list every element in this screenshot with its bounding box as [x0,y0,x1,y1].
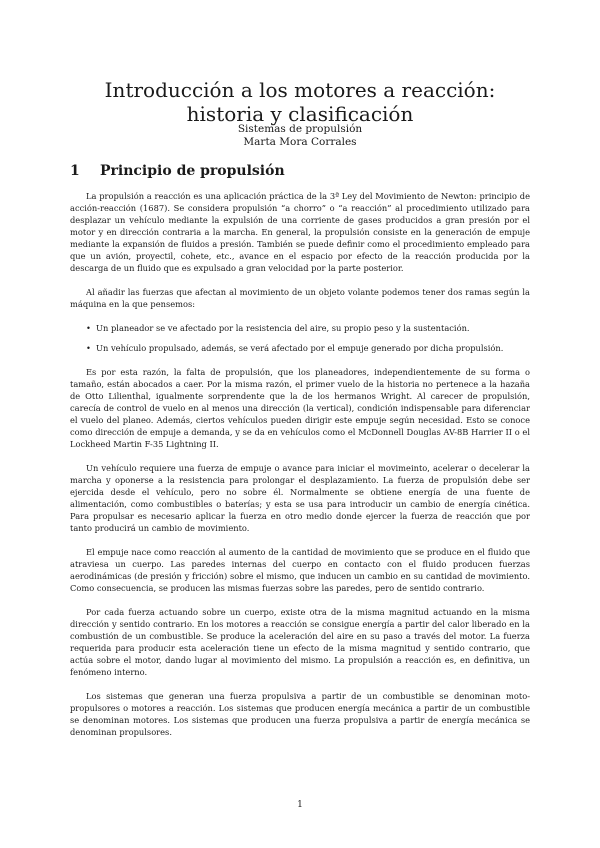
subtitle: Sistemas de propulsión [237,123,363,135]
paragraph: Es por esta razón, la falta de propulsión, que los planeadores, independientemente de su forma o tamaño, están abocados a caer. Por la misma razón, el primer vuelo de la historia no pertenece a la hazaña de Otto Lilienthal, igualmente sorprendente que la de los hermanos Wright. Al carecer de propulsión, carecía de control de vuelo en al menos una dirección (la vertical), condición indispensable para diferenciar el vuelo del planeo. Además, ciertos vehículos pueden dirigir este empuje según necesidad. Esto se conoce como dirección de empuje a demanda, y se da en vehículos como el McDonnell Douglas AV-8B Harrier II o el Lockheed Martin F-35 Lightning II. [70,367,530,449]
paragraph: Un vehículo requiere una fuerza de empuje o avance para iniciar el movimeinto, acelerar o decelerar la marcha y oponerse a la resistencia para prolongar el desplazamiento. La fuerza de propulsión debe ser ejercida desde el vehículo, pero no sobre él. Normalmente se obtiene energía de una fuente de alimentación, como combustibles o baterías; y esta se usa para introducir un cambio de energía cinética. Para propulsar es necesario aplicar la fuerza en otro medio donde ejercer la fuerza de reacción que por tanto producirá un cambio de movimiento. [70,463,530,533]
paragraph: Por cada fuerza actuando sobre un cuerpo, existe otra de la misma magnitud actuando en la misma dirección y sentido contrario. En los motores a reacción se consigue energía a partir del calor liberado en la combustión de un combustible. Se produce la aceleración del aire en su paso a través del motor. La fuerza requerida para producir esta aceleración tiene un efecto de la misma magnitud y sentido contrario, que actúa sobre el motor, dando lugar al movimiento del mismo. La propulsión a reacción es, en definitiva, un fenómeno interno. [70,607,530,677]
paragraph: Los sistemas que generan una fuerza propulsiva a partir de un combustible se denominan moto-propulsores o motores a reacción. Los sistemas que producen energía mecánica a partir de un combustible se denominan motores. Los sistemas que producen una fuerza propulsiva a partir de energía mecánica se denominan propulsores. [70,691,530,737]
section-number: 1 [70,163,80,179]
author: Marta Mora Corrales [243,136,357,148]
bullet-item: • Un planeador se ve afectado por la resistencia del aire, su propio peso y la sustentación. [86,322,530,334]
paragraph: La propulsión a reacción es una aplicación práctica de la 3ª Ley del Movimiento de Newton: principio de acción-reacción (1687). Se considera propulsión “a chorro” o “a reacción” al procedimiento utilizado para desplazar un vehículo mediante la expulsión de una corriente de gases producidos a gran presión por el motor y en dirección contraria a la marcha. En general, la propulsión consiste en la generación de empuje mediante la expansión de fluidos a presión. También se puede definir como el procedimiento empleado para que un avión, proyectil, cohete, etc., avance en el espacio por efecto de la reacción producida por la descarga de un fluido que es expulsado a gran velocidad por la parte posterior. [70,191,530,273]
bullet-list [70,322,530,354]
section-title: Principio de propulsión [100,163,285,179]
section-body [70,190,530,750]
page-number: 1 [297,800,303,810]
title-line-1: Introducción a los motores a reacción: [104,78,496,102]
section-heading [70,162,285,180]
paragraph: Al añadir las fuerzas que afectan al movimiento de un objeto volante podemos tener dos ramas según la máquina en la que pensemos: [70,287,530,309]
title-line-2: historia y clasificación [186,102,414,126]
bullet-item: • Un vehículo propulsado, además, se verá afectado por el empuje generado por dicha propulsión. [86,342,530,354]
paragraph: El empuje nace como reacción al aumento de la cantidad de movimiento que se produce en el fluido que atraviesa un cuerpo. Las paredes internas del cuerpo en contacto con el fluido producen fuerzas aerodinámicas (de presión y fricción) sobre el mismo, que inducen un cambio en su cantidad de movimiento. Como consecuencia, se producen las mismas fuerzas sobre las paredes, pero de sentido contrario. [70,547,530,593]
